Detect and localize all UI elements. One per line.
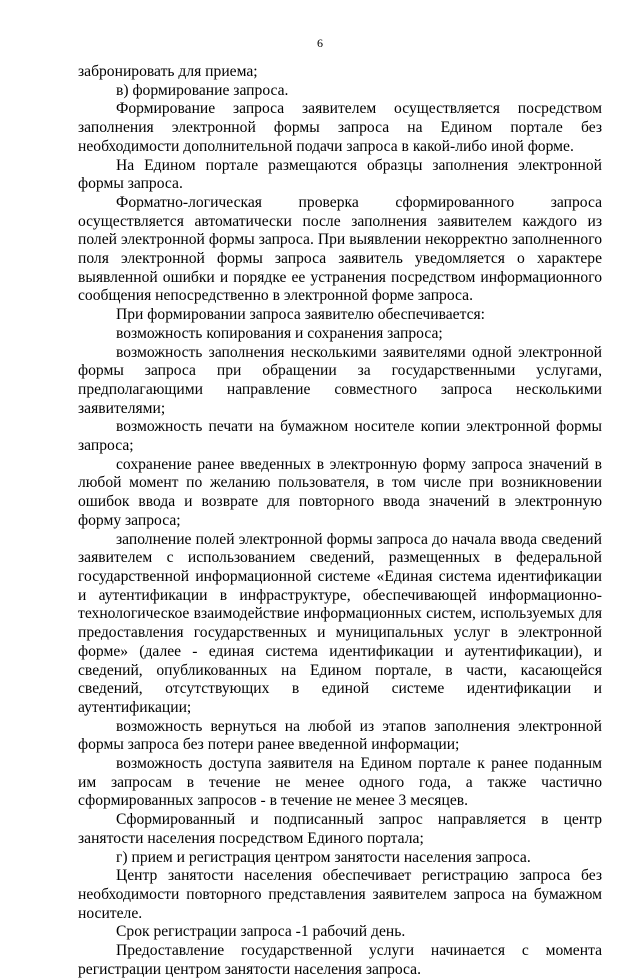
page-number: 6 (317, 36, 323, 50)
paragraph: возможность вернуться на любой из этапов заполнения электронной формы запроса без потери ранее введенной информации; (78, 717, 602, 754)
paragraph: Центр занятости населения обеспечивает регистрацию запроса без необходимости повторного представления заявителем запроса на бумажном носителе. (78, 867, 602, 922)
paragraph: Форматно-логическая проверка сформированного запроса осуществляется автоматически после заполнения заявителем каждого из полей электронной формы запроса. При выявлении некорректно заполненного поля электронной формы запроса заявитель уведомляется о характере выявленной ошибки и порядке ее устранения посредством информационного сообщения непосредственно в электронной форме запроса. (78, 193, 602, 305)
paragraph: забронировать для приема; (78, 63, 258, 80)
paragraph: При формировании запроса заявителю обеспечивается: (116, 306, 485, 324)
paragraph: Формирование запроса заявителем осуществляется посредством заполнения электронной формы запроса на Едином портале без необходимости дополнительной подачи запроса в какой-либо иной форме. (78, 100, 602, 155)
paragraph: г) прием и регистрация центром занятости населения запроса. (116, 848, 531, 866)
paragraph: возможность печати на бумажном носителе копии электронной формы запроса; (78, 418, 602, 455)
paragraph: возможность доступа заявителя на Едином портале к ранее поданным им запросам в течение не менее одного года, а также частично сформированных запросов - в течение не менее 3 месяцев. (78, 755, 602, 810)
paragraph: в) формирование запроса. (116, 81, 289, 99)
paragraph: Сформированный и подписанный запрос направляется в центр занятости населения посредством Единого портала; (78, 811, 602, 847)
paragraph: заполнение полей электронной формы запроса до начала ввода сведений заявителем с использованием сведений, размещенных в федеральной государственной информационной системе «Единая система идентификации и аутентификации в инфраструктуре, обеспечивающей информационно-технологическое взаимодействие информационных систем, используемых для предоставления государственных и муниципальных услуг в электронной форме» (далее - единая система идентификации и аутентификации), и сведений, опубликованных на Едином портале, в части, касающейся сведений, отсутствующих в единой системе идентификации и аутентификации; (78, 530, 602, 716)
paragraph: возможность заполнения несколькими заявителями одной электронной формы запроса при обращении за государственными услугами, предполагающими направление совместного запроса несколькими заявителями; (78, 343, 602, 417)
document-body (78, 63, 602, 979)
paragraph: сохранение ранее введенных в электронную форму запроса значений в любой момент по желанию пользователя, в том числе при возникновении ошибок ввода и возврате для повторного ввода значений в электронную форму запроса; (78, 455, 602, 529)
paragraph: Срок регистрации запроса -1 рабочий день. (116, 923, 406, 941)
paragraph: На Едином портале размещаются образцы заполнения электронной формы запроса. (78, 156, 602, 193)
paragraph: Предоставление государственной услуги начинается с момента регистрации центром занятости населения запроса. (78, 942, 602, 978)
paragraph: возможность копирования и сохранения запроса; (116, 324, 443, 342)
